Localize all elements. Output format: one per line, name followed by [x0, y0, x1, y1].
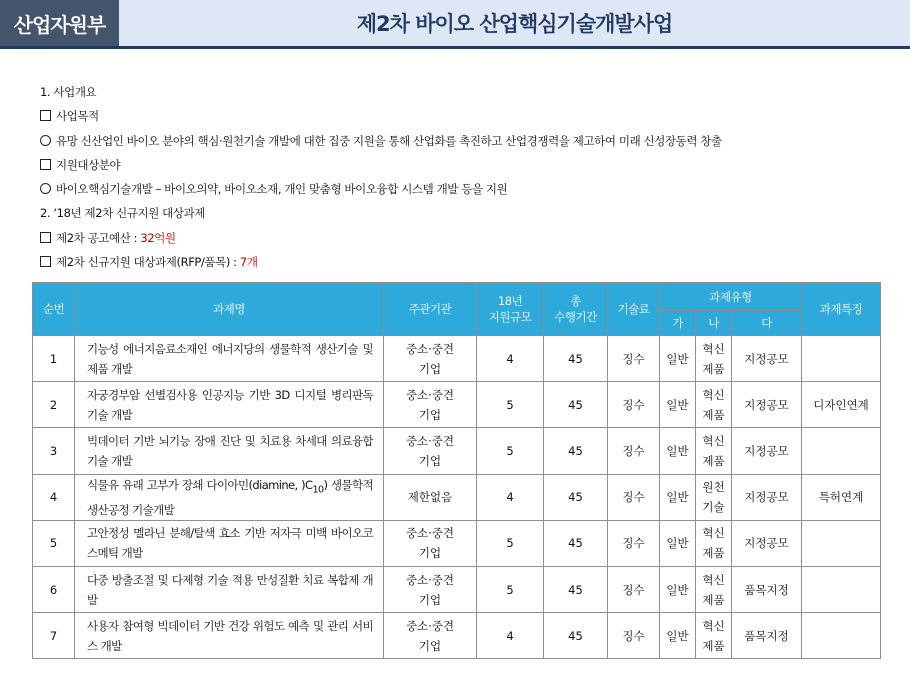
row-scale: 5: [477, 567, 544, 613]
row-feature: [802, 567, 881, 613]
square-bullet-icon: [40, 110, 51, 121]
purpose-heading: 사업목적: [40, 104, 890, 128]
row-feature: 디자인연계: [802, 382, 881, 428]
row-name: 기능성 에너지음료소재인 에너지당의 생물학적 생산기술 및 제품 개발: [75, 336, 384, 382]
row-type-a: 일반: [660, 613, 696, 659]
row-type-b: 원천 기술: [696, 474, 732, 520]
target-text: 바이오핵심기술개발 – 바이오의약, 바이오소재, 개인 맞춤형 바이오융합 시스템 개발 등을 지원: [40, 177, 890, 201]
budget-line: 제2차 공고예산 : 32억원: [40, 226, 890, 250]
row-period: 45: [544, 382, 608, 428]
header-fee: 기술료: [608, 283, 660, 336]
table-row: [33, 428, 881, 474]
overview-section: [40, 80, 890, 274]
square-bullet-icon: [40, 232, 51, 243]
page-title: 제2차 바이오 산업핵심기술개발사업: [356, 12, 673, 36]
header-feature: 과제특징: [802, 283, 881, 336]
row-type-a: 일반: [660, 520, 696, 566]
row-org: 중소·중견 기업: [384, 520, 477, 566]
row-feature: 특허연계: [802, 474, 881, 520]
purpose-text: 유망 신산업인 바이오 분야의 핵심·원천기술 개발에 대한 집중 지원을 통해 산업화를 촉진하고 산업경쟁력을 제고하여 미래 신성장동력 창출: [40, 129, 890, 153]
row-feature: [802, 428, 881, 474]
row-type-c: 지정공모: [732, 336, 802, 382]
row-feature: [802, 520, 881, 566]
row-org: 중소·중견 기업: [384, 336, 477, 382]
row-type-b: 혁신 제품: [696, 336, 732, 382]
row-feature: [802, 336, 881, 382]
row-no: 6: [33, 567, 75, 613]
project-count-line: 제2차 신규지원 대상과제(RFP/품목) : 7개: [40, 250, 890, 274]
row-type-b: 혁신 제품: [696, 567, 732, 613]
row-name: 다중 방출조절 및 다제형 기술 적용 만성질환 치료 복합제 개발: [75, 567, 384, 613]
row-scale: 5: [477, 520, 544, 566]
row-scale: 4: [477, 336, 544, 382]
row-no: 2: [33, 382, 75, 428]
table-row: [33, 520, 881, 566]
row-fee: 징수: [608, 520, 660, 566]
row-no: 5: [33, 520, 75, 566]
row-type-b: 혁신 제품: [696, 428, 732, 474]
row-type-b: 혁신 제품: [696, 520, 732, 566]
row-type-a: 일반: [660, 474, 696, 520]
row-feature: [802, 613, 881, 659]
row-type-a: 일반: [660, 567, 696, 613]
circle-bullet-icon: [40, 135, 51, 146]
row-fee: 징수: [608, 474, 660, 520]
row-scale: 4: [477, 613, 544, 659]
header-divider: [0, 46, 910, 49]
page-header: [0, 0, 910, 46]
project-count-value: 7개: [239, 255, 258, 270]
row-org: 중소·중견 기업: [384, 382, 477, 428]
row-org: 제한없음: [384, 474, 477, 520]
row-no: 4: [33, 474, 75, 520]
row-type-c: 지정공모: [732, 428, 802, 474]
row-type-c: 지정공모: [732, 382, 802, 428]
row-scale: 5: [477, 382, 544, 428]
row-fee: 징수: [608, 613, 660, 659]
header-type: 과제유형: [660, 283, 802, 311]
circle-bullet-icon: [40, 183, 51, 194]
row-type-a: 일반: [660, 336, 696, 382]
header-name: 과제명: [75, 283, 384, 336]
square-bullet-icon: [40, 256, 51, 267]
header-no: 순번: [33, 283, 75, 336]
row-org: 중소·중견 기업: [384, 428, 477, 474]
row-fee: 징수: [608, 428, 660, 474]
row-fee: 징수: [608, 567, 660, 613]
header-type-b: 나: [696, 311, 732, 336]
table-row: [33, 474, 881, 520]
row-period: 45: [544, 567, 608, 613]
row-period: 45: [544, 520, 608, 566]
row-org: 중소·중견 기업: [384, 567, 477, 613]
row-org: 중소·중견 기업: [384, 613, 477, 659]
ministry-tag: 산업자원부: [0, 0, 119, 46]
row-type-b: 혁신 제품: [696, 382, 732, 428]
row-period: 45: [544, 613, 608, 659]
header-type-c: 다: [732, 311, 802, 336]
new-projects-heading: 2. ‘18년 제2차 신규지원 대상과제: [40, 206, 205, 221]
row-type-c: 품목지정: [732, 567, 802, 613]
target-heading: 지원대상분야: [40, 153, 890, 177]
header-type-a: 가: [660, 311, 696, 336]
row-name: 고안정성 멜라닌 분해/탈색 효소 기반 저자극 미백 바이오코스메틱 개발: [75, 520, 384, 566]
row-no: 1: [33, 336, 75, 382]
row-type-a: 일반: [660, 382, 696, 428]
row-scale: 5: [477, 428, 544, 474]
table-row: [33, 336, 881, 382]
square-bullet-icon: [40, 159, 51, 170]
row-name: 자궁경부암 선별검사용 인공지능 기반 3D 디지털 병리판독 기술 개발: [75, 382, 384, 428]
header-scale: 18년 지원규모: [477, 283, 544, 336]
row-fee: 징수: [608, 336, 660, 382]
row-no: 3: [33, 428, 75, 474]
header-org: 주관기관: [384, 283, 477, 336]
row-name: 사용자 참여형 빅데이터 기반 건강 위험도 예측 및 관리 서비스 개발: [75, 613, 384, 659]
table-row: [33, 613, 881, 659]
table-row: [33, 567, 881, 613]
row-scale: 4: [477, 474, 544, 520]
header-period: 총 수행기간: [544, 283, 608, 336]
row-type-c: 품목지정: [732, 613, 802, 659]
row-name: 빅데이터 기반 뇌기능 장애 진단 및 치료용 차세대 의료융합 기술 개발: [75, 428, 384, 474]
row-period: 45: [544, 336, 608, 382]
row-period: 45: [544, 428, 608, 474]
row-period: 45: [544, 474, 608, 520]
projects-table: [32, 282, 881, 659]
row-type-a: 일반: [660, 428, 696, 474]
table-row: [33, 382, 881, 428]
row-name: 식물유 유래 고부가 장쇄 다이아민(diamine, )$C_{10}$) 생물학적 생산공정 기술개발: [75, 474, 384, 520]
row-fee: 징수: [608, 382, 660, 428]
row-type-c: 지정공모: [732, 474, 802, 520]
budget-value: 32억원: [140, 230, 176, 245]
overview-heading: 1. 사업개요: [40, 85, 97, 99]
row-no: 7: [33, 613, 75, 659]
row-type-c: 지정공모: [732, 520, 802, 566]
row-type-b: 혁신 제품: [696, 613, 732, 659]
